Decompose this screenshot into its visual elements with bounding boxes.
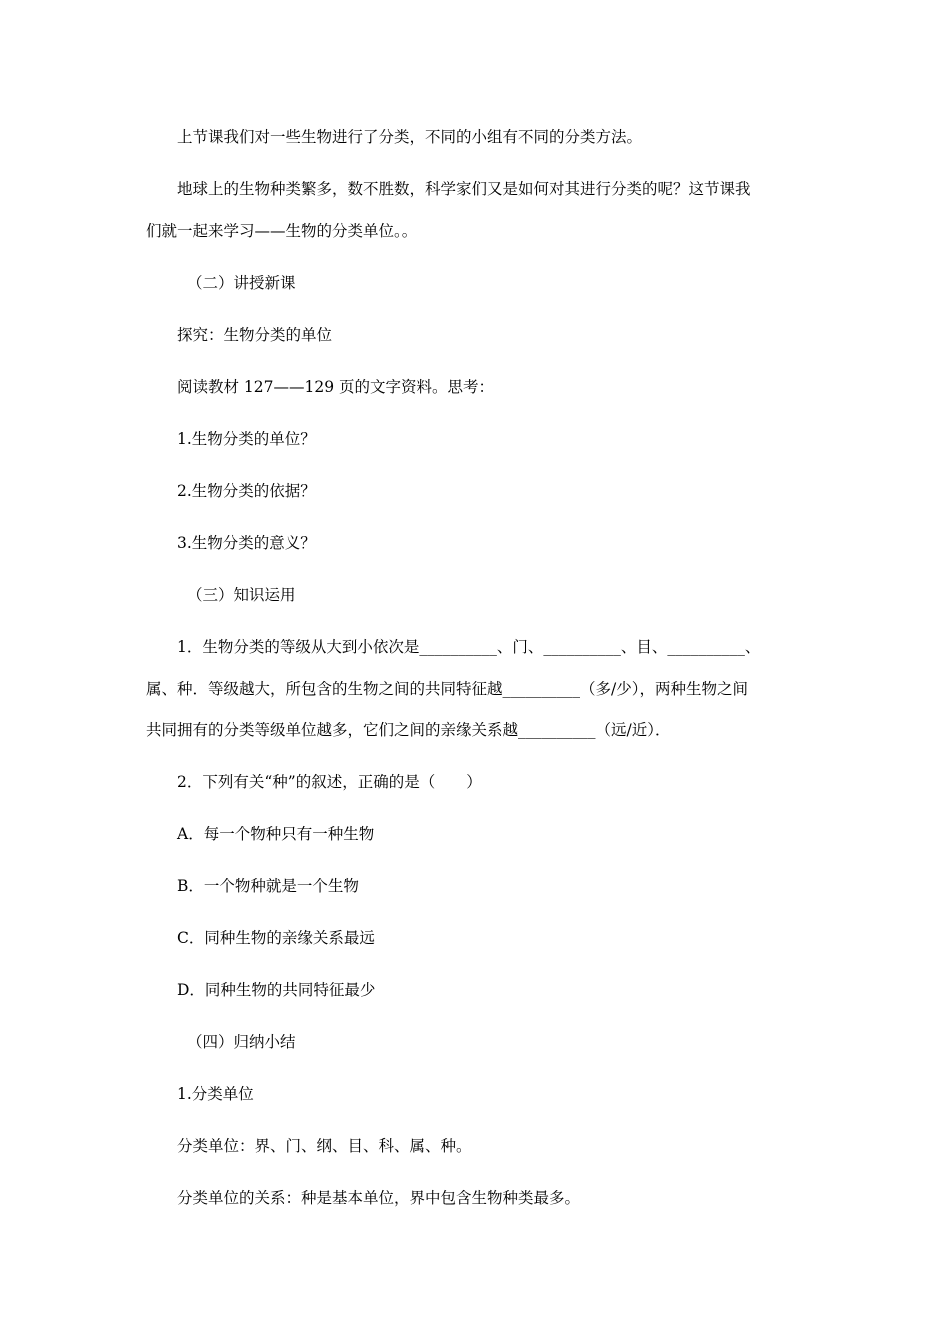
- option-c: C．同种生物的亲缘关系最远: [177, 929, 375, 947]
- section-heading-application: （三）知识运用: [187, 586, 296, 604]
- exercise-2-question: 2．下列有关“种”的叙述，正确的是（ ）: [177, 773, 482, 791]
- classification-relationship: 分类单位的关系：种是基本单位，界中包含生物种类最多。: [177, 1189, 581, 1207]
- think-item-2: 2.生物分类的依据？: [177, 482, 316, 500]
- option-a: A．每一个物种只有一种生物: [177, 825, 375, 843]
- think-item-1: 1.生物分类的单位？: [177, 430, 316, 448]
- section-heading-teaching: （二）讲授新课: [187, 274, 296, 292]
- reading-instruction: 阅读教材 127——129 页的文字资料。思考：: [177, 378, 495, 396]
- question-paragraph-line-2: 们就一起来学习——生物的分类单位。。: [146, 222, 418, 240]
- classification-units: 分类单位：界、门、纲、目、科、属、种。: [177, 1137, 472, 1155]
- section-heading-summary: （四）归纳小结: [187, 1033, 296, 1051]
- intro-paragraph: 上节课我们对一些生物进行了分类，不同的小组有不同的分类方法。: [177, 128, 643, 146]
- exercise-1-line-2: 属、种．等级越大，所包含的生物之间的共同特征越__________（多/少），两种生物之间: [146, 680, 748, 698]
- option-b: B．一个物种就是一个生物: [177, 877, 359, 895]
- exercise-1-line-1: 1．生物分类的等级从大到小依次是__________、门、__________、目、__________、: [177, 638, 761, 656]
- think-item-3: 3.生物分类的意义？: [177, 534, 316, 552]
- inquiry-title: 探究：生物分类的单位: [177, 326, 333, 344]
- option-d: D．同种生物的共同特征最少: [177, 981, 376, 999]
- summary-item-1: 1.分类单位: [177, 1085, 254, 1103]
- exercise-1-line-3: 共同拥有的分类等级单位越多，它们之间的亲缘关系越__________（远/近）．: [146, 721, 671, 739]
- question-paragraph-line-1: 地球上的生物种类繁多，数不胜数，科学家们又是如何对其进行分类的呢？这节课我: [177, 180, 751, 198]
